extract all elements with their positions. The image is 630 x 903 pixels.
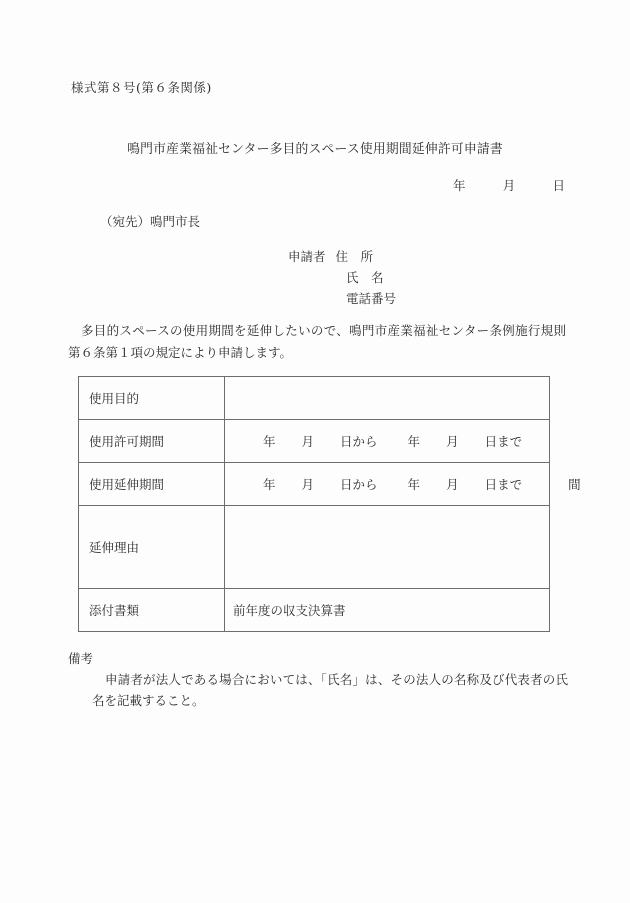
permit-day-to: 日まで — [484, 434, 523, 449]
body-paragraph-text: 多目的スペースの使用期間を延伸したいので、鳴門市産業福祉センター条例施行規則第６条第１項の規定により申請します。 — [68, 323, 566, 360]
permit-month-to: 月 — [446, 434, 459, 449]
applicant-heading: 申請者 — [288, 249, 326, 264]
remarks-text: 申請者が法人である場合においては、「氏名」は、その法人の名称及び代表者の氏名を記載すること。 — [92, 672, 568, 708]
row-label-text: 延伸理由 — [89, 540, 140, 555]
extension-duration-unit: 間 — [568, 477, 581, 492]
applicant-phone-row — [288, 288, 408, 309]
applicant-address-row — [288, 246, 408, 267]
form-number: 様式第８号(第６条関係) — [71, 80, 212, 95]
row-value-attachments[interactable]: 前年度の収支決算書 — [225, 589, 550, 632]
extension-month-to: 月 — [446, 477, 459, 492]
table-row — [79, 463, 550, 506]
row-value-extension-period[interactable] — [225, 463, 581, 506]
body-paragraph — [68, 320, 566, 364]
remarks-title: 備考 — [68, 651, 94, 666]
row-value-permit-period[interactable] — [225, 420, 550, 463]
row-label-attachments — [79, 589, 225, 632]
extension-year-to: 年 — [407, 477, 421, 492]
row-label-text: 使用目的 — [89, 391, 140, 406]
row-label-text: 使用延伸期間 — [89, 477, 165, 492]
row-value-purpose[interactable] — [225, 377, 550, 420]
date-day-label: 日 — [552, 178, 565, 193]
table-row — [79, 420, 550, 463]
row-label-extension-period — [79, 463, 225, 506]
table-row — [79, 589, 550, 632]
row-label-permit-period — [79, 420, 225, 463]
permit-year-to: 年 — [407, 434, 421, 449]
applicant-block — [288, 246, 408, 309]
date-line — [0, 176, 565, 194]
extension-day-from: 日から — [340, 477, 378, 492]
extension-day-to: 日まで — [484, 477, 523, 492]
remarks-section — [68, 648, 568, 711]
table-row — [79, 506, 550, 589]
document-title: 鳴門市産業福祉センター多目的スペース使用期間延伸許可申請書 — [127, 142, 503, 157]
date-month-label: 月 — [502, 178, 516, 193]
permit-year-from: 年 — [263, 434, 276, 449]
applicant-name-label: 氏 名 — [346, 270, 384, 285]
applicant-name-row — [288, 267, 408, 288]
row-label-text: 添付書類 — [89, 603, 140, 618]
extension-period-line — [233, 475, 581, 493]
permit-month-from: 月 — [301, 434, 315, 449]
row-label-reason — [79, 506, 225, 589]
row-value-reason[interactable] — [225, 506, 550, 589]
applicant-address-label: 住 所 — [335, 249, 374, 264]
date-year-label: 年 — [453, 178, 466, 193]
extension-year-from: 年 — [263, 477, 276, 492]
row-label-purpose — [79, 377, 225, 420]
extension-month-from: 月 — [301, 477, 315, 492]
addressee-line: （宛先）鳴門市長 — [100, 214, 201, 229]
application-table — [78, 376, 581, 632]
row-label-text: 使用許可期間 — [89, 434, 165, 449]
applicant-phone-label: 電話番号 — [346, 291, 397, 306]
permit-day-from: 日から — [340, 434, 378, 449]
table-row — [79, 377, 550, 420]
permit-period-line — [233, 432, 522, 450]
